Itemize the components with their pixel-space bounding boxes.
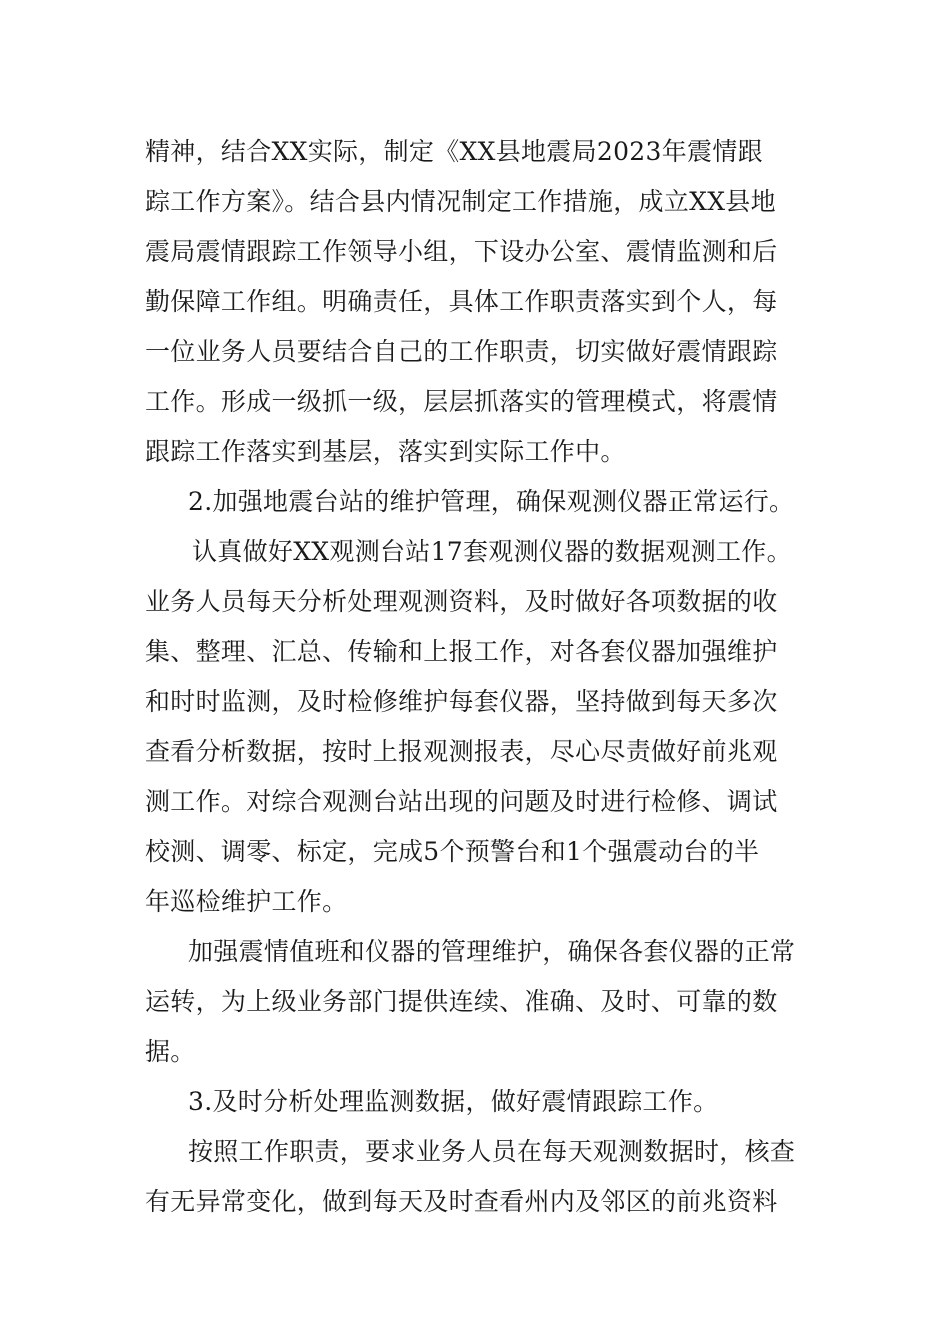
section-heading: 3.及时分析处理监测数据，做好震情跟踪工作。 bbox=[188, 1087, 719, 1116]
paragraph-line: 集、整理、汇总、传输和上报工作，对各套仪器加强维护 bbox=[145, 637, 778, 666]
paragraph-line: 业务人员每天分析处理观测资料，及时做好各项数据的收 bbox=[145, 587, 778, 616]
paragraph-line: 年巡检维护工作。 bbox=[145, 887, 348, 916]
paragraph-line: 和时时监测，及时检修维护每套仪器，坚持做到每天多次 bbox=[145, 687, 778, 716]
section-heading: 2.加强地震台站的维护管理，确保观测仪器正常运行。 bbox=[188, 487, 795, 516]
paragraph-line: 测工作。对综合观测台站出现的问题及时进行检修、调试 bbox=[145, 787, 778, 816]
paragraph-line: 运转，为上级业务部门提供连续、准确、及时、可靠的数 bbox=[145, 987, 778, 1016]
paragraph-line: 震局震情跟踪工作领导小组，下设办公室、震情监测和后 bbox=[145, 237, 778, 266]
paragraph-line: 有无异常变化，做到每天及时查看州内及邻区的前兆资料 bbox=[145, 1187, 778, 1216]
paragraph-line: 认真做好XX观测台站17套观测仪器的数据观测工作。 bbox=[192, 537, 792, 566]
paragraph-line: 据。 bbox=[145, 1037, 196, 1066]
paragraph-line: 查看分析数据，按时上报观测报表，尽心尽责做好前兆观 bbox=[145, 737, 778, 766]
paragraph-line: 校测、调零、标定，完成5个预警台和1个强震动台的半 bbox=[145, 837, 760, 866]
paragraph-line: 精神，结合XX实际，制定《XX县地震局2023年震情跟 bbox=[145, 137, 763, 166]
paragraph-line: 一位业务人员要结合自己的工作职责，切实做好震情跟踪 bbox=[145, 337, 778, 366]
paragraph-line: 加强震情值班和仪器的管理维护，确保各套仪器的正常 bbox=[188, 937, 796, 966]
paragraph-line: 工作。形成一级抓一级，层层抓落实的管理模式，将震情 bbox=[145, 387, 778, 416]
paragraph-line: 按照工作职责，要求业务人员在每天观测数据时，核查 bbox=[188, 1137, 796, 1166]
paragraph-line: 勤保障工作组。明确责任，具体工作职责落实到个人，每 bbox=[145, 287, 778, 316]
paragraph-line: 跟踪工作落实到基层，落实到实际工作中。 bbox=[145, 437, 626, 466]
paragraph-line: 踪工作方案》。结合县内情况制定工作措施，成立XX县地 bbox=[145, 187, 776, 216]
